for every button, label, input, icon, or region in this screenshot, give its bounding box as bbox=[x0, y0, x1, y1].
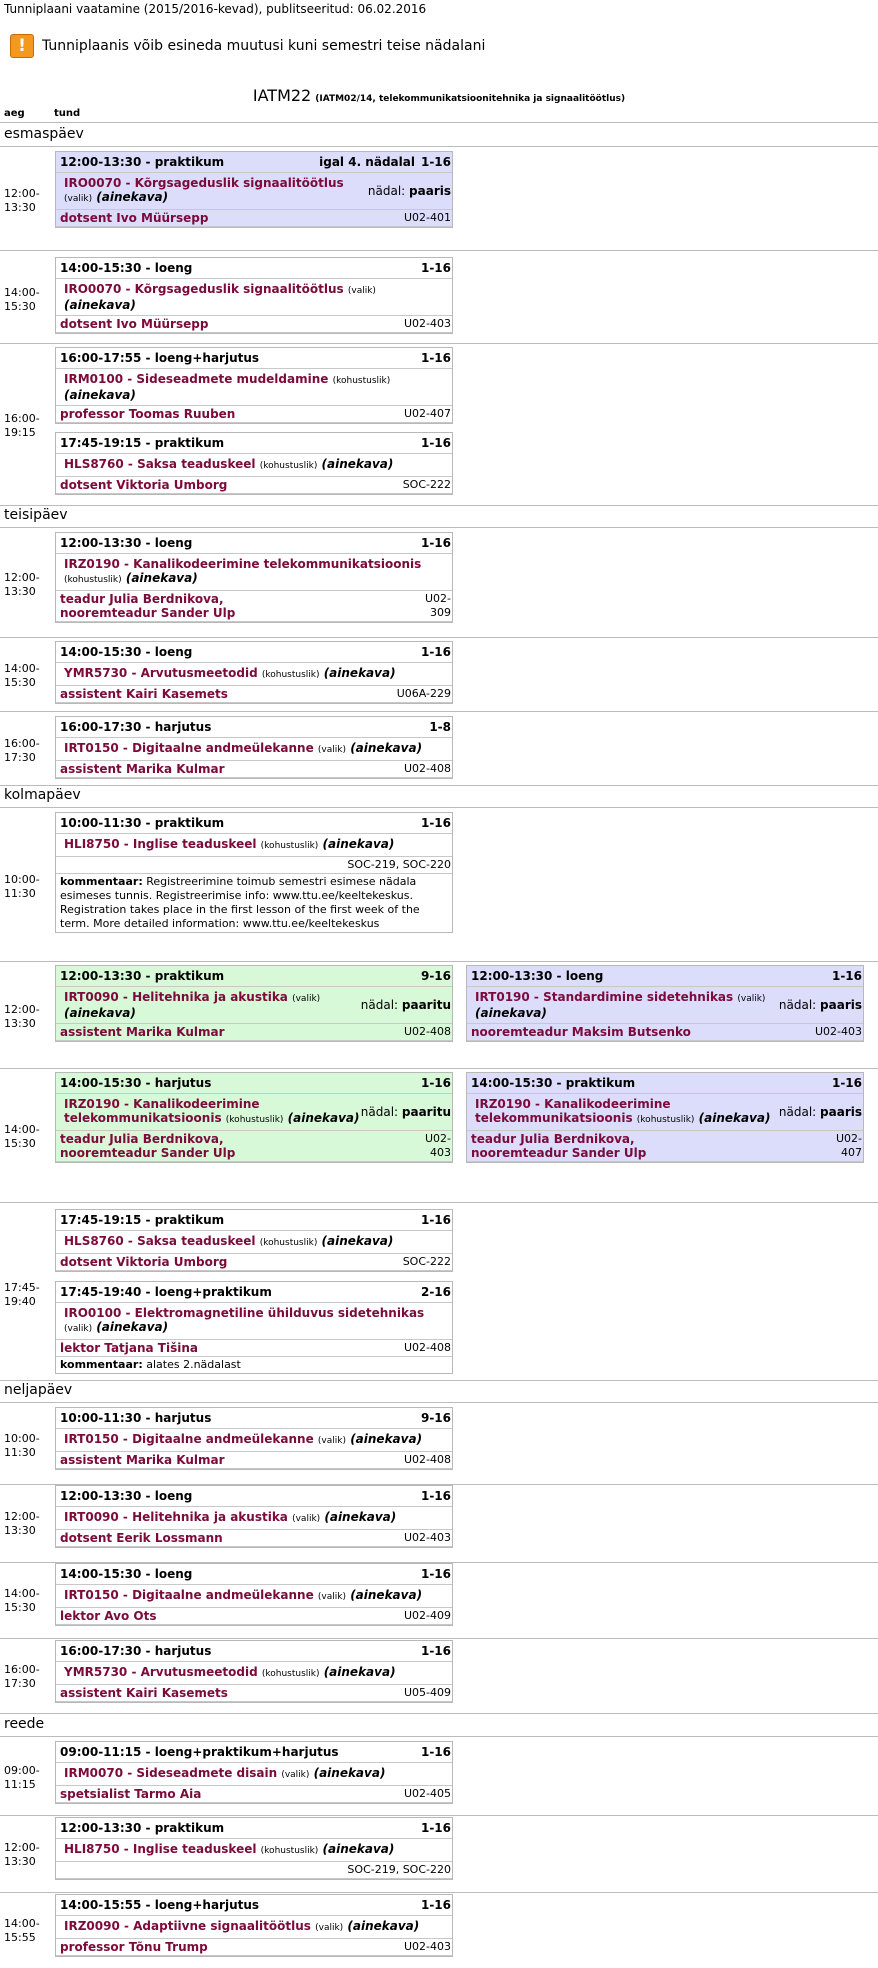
card-header bbox=[56, 533, 452, 554]
teacher-room-row bbox=[467, 1131, 863, 1162]
weeks: 1-16 bbox=[831, 1076, 862, 1090]
class-time-type: 16:00-17:30 - harjutus bbox=[60, 1644, 212, 1658]
weeks: 1-16 bbox=[420, 351, 451, 365]
class-time-type: 12:00-13:30 - loeng bbox=[471, 969, 604, 983]
subject-row bbox=[467, 987, 863, 1024]
class-time-type: 14:00-15:30 - loeng bbox=[60, 261, 193, 275]
divider bbox=[0, 807, 878, 808]
divider bbox=[0, 1892, 878, 1893]
weeks: 1-16 bbox=[420, 1213, 451, 1227]
divider bbox=[0, 1380, 878, 1381]
class-time-type: 12:00-13:30 - loeng bbox=[60, 1489, 193, 1503]
comment-label: kommentaar: bbox=[60, 875, 143, 888]
syllabus-link[interactable]: (ainekava) bbox=[322, 1842, 395, 1856]
subject-link[interactable]: HLS8760 - Saksa teaduskeel (kohustuslik) (ainekava) bbox=[64, 1234, 394, 1248]
parity-value: paaris bbox=[820, 1105, 862, 1119]
class-time-type: 09:00-11:15 - loeng+praktikum+harjutus bbox=[60, 1745, 339, 1759]
divider bbox=[0, 961, 878, 962]
weeks: 1-16 bbox=[420, 436, 451, 450]
teacher-link[interactable]: nooremteadur Maksim Butsenko bbox=[471, 1025, 691, 1039]
teacher-link[interactable]: lektor Avo Ots bbox=[60, 1609, 157, 1623]
subject-kind: (valik) bbox=[315, 1923, 344, 1933]
teacher-link[interactable]: dotsent Viktoria Umborg bbox=[60, 1255, 228, 1269]
class-card[interactable] bbox=[55, 716, 453, 779]
weeks: 1-16 bbox=[420, 1898, 451, 1912]
class-time-type: 17:45-19:15 - praktikum bbox=[60, 436, 225, 450]
room: U02-401 bbox=[403, 211, 451, 224]
teacher-link[interactable]: teadur Julia Berdnikova, nooremteadur Sander Ulp bbox=[60, 592, 236, 620]
divider bbox=[0, 1638, 878, 1639]
room: SOC-219, SOC-220 bbox=[347, 858, 451, 871]
syllabus-link[interactable]: (ainekava) bbox=[324, 1510, 397, 1524]
subject-row bbox=[56, 1662, 452, 1685]
card-header bbox=[56, 966, 452, 987]
room: U02- 403 bbox=[424, 1132, 451, 1159]
card-header bbox=[56, 1742, 452, 1763]
room: SOC-222 bbox=[402, 1255, 451, 1268]
teacher-link[interactable]: dotsent Eerik Lossmann bbox=[60, 1531, 223, 1545]
card-header bbox=[467, 1073, 863, 1094]
class-time-type: 14:00-15:30 - loeng bbox=[60, 1567, 193, 1581]
subject-link[interactable]: YMR5730 - Arvutusmeetodid (kohustuslik) (ainekava) bbox=[64, 1665, 396, 1679]
subject-link[interactable]: HLI8750 - Inglise teaduskeel (kohustuslik) (ainekava) bbox=[64, 1842, 395, 1856]
slot-time: 09:00- 11:15 bbox=[4, 1764, 40, 1791]
class-card[interactable] bbox=[55, 151, 453, 228]
weeks: 9-16 bbox=[420, 1411, 451, 1425]
slot-time: 14:00- 15:30 bbox=[4, 1586, 40, 1614]
teacher-link[interactable]: assistent Marika Kulmar bbox=[60, 1025, 225, 1039]
weeks: 2-16 bbox=[420, 1285, 451, 1299]
syllabus-link[interactable]: (ainekava) bbox=[96, 1320, 169, 1334]
subject-kind: (valik) bbox=[64, 1324, 93, 1334]
class-time-type: 17:45-19:15 - praktikum bbox=[60, 1213, 225, 1227]
teacher-link[interactable]: teadur Julia Berdnikova, nooremteadur Sander Ulp bbox=[471, 1132, 647, 1160]
divider bbox=[0, 505, 878, 506]
teacher-link[interactable]: spetsialist Tarmo Aia bbox=[60, 1787, 202, 1801]
syllabus-link[interactable]: (ainekava) bbox=[698, 1111, 771, 1125]
class-time-type: 12:00-13:30 - praktikum bbox=[60, 1821, 225, 1835]
class-time-type: 10:00-11:30 - praktikum bbox=[60, 816, 225, 830]
subject-row bbox=[56, 1585, 452, 1608]
card-header bbox=[56, 642, 452, 663]
syllabus-link[interactable]: (ainekava) bbox=[313, 1766, 386, 1780]
class-card[interactable] bbox=[55, 812, 453, 933]
syllabus-link[interactable]: (ainekava) bbox=[287, 1111, 360, 1125]
notice bbox=[10, 34, 485, 58]
teacher-room-row bbox=[56, 477, 452, 494]
weeks: 1-16 bbox=[420, 1821, 451, 1835]
syllabus-link[interactable]: (ainekava) bbox=[321, 457, 394, 471]
subject-kind: (valik) bbox=[281, 1770, 310, 1780]
syllabus-link[interactable]: (ainekava) bbox=[323, 666, 396, 680]
subject-kind: (kohustuslik) bbox=[64, 575, 122, 585]
class-card[interactable] bbox=[55, 347, 453, 424]
class-card[interactable] bbox=[55, 257, 453, 334]
syllabus-link[interactable]: (ainekava) bbox=[96, 190, 169, 204]
divider bbox=[0, 250, 878, 251]
class-card[interactable] bbox=[55, 1563, 453, 1626]
subject-link[interactable]: IRT0150 - Digitaalne andmeülekanne (valik) (ainekava) bbox=[64, 1588, 423, 1602]
subject-row bbox=[56, 738, 452, 761]
subject-kind: (valik) bbox=[292, 1514, 321, 1524]
teacher-room-row bbox=[56, 1131, 452, 1162]
weeks: 1-16 bbox=[420, 1489, 451, 1503]
card-header bbox=[56, 1073, 452, 1094]
teacher-room-row bbox=[467, 1024, 863, 1041]
subject-kind: (kohustuslik) bbox=[332, 376, 391, 386]
divider bbox=[0, 1402, 878, 1403]
subject-row bbox=[56, 1231, 452, 1254]
class-time-type: 14:00-15:30 - praktikum bbox=[471, 1076, 636, 1090]
weeks: 9-16 bbox=[420, 969, 451, 983]
card-header bbox=[56, 717, 452, 738]
card-header bbox=[56, 433, 452, 454]
room: SOC-222 bbox=[402, 478, 451, 491]
slot-time: 16:00- 17:30 bbox=[4, 1662, 40, 1690]
weeks: 1-16 bbox=[420, 1644, 451, 1658]
subject-row bbox=[56, 454, 452, 477]
slot-time: 10:00- 11:30 bbox=[4, 1431, 40, 1459]
subject-kind: (valik) bbox=[347, 286, 376, 296]
subject-kind: (valik) bbox=[317, 1592, 346, 1602]
subject-kind: (kohustuslik) bbox=[259, 1238, 318, 1248]
slot-time: 12:00- 13:30 bbox=[4, 1509, 40, 1537]
subject-link[interactable]: YMR5730 - Arvutusmeetodid (kohustuslik) (ainekava) bbox=[64, 666, 396, 680]
subject-link[interactable]: IRO0100 - Elektromagnetiline ühilduvus sidetehnikas (valik) (ainekava) bbox=[64, 1306, 425, 1334]
teacher-room-row bbox=[56, 1340, 452, 1357]
subject-link[interactable]: IRT0150 - Digitaalne andmeülekanne (valik) (ainekava) bbox=[64, 1432, 423, 1446]
card-header bbox=[56, 1641, 452, 1662]
room: U02- 309 bbox=[424, 592, 451, 619]
syllabus-link[interactable]: (ainekava) bbox=[64, 298, 136, 312]
card-header bbox=[56, 1818, 452, 1839]
class-card[interactable] bbox=[55, 1407, 453, 1470]
room: U02-408 bbox=[403, 1025, 451, 1038]
syllabus-link[interactable]: (ainekava) bbox=[125, 571, 198, 585]
week-parity: nädal: paaris bbox=[367, 184, 451, 198]
subject-link[interactable]: HLS8760 - Saksa teaduskeel (kohustuslik) (ainekava) bbox=[64, 457, 394, 471]
syllabus-link[interactable]: (ainekava) bbox=[350, 1588, 423, 1602]
syllabus-link[interactable]: (ainekava) bbox=[321, 1234, 394, 1248]
parity-value: paaritu bbox=[401, 998, 451, 1012]
subject-kind: (kohustuslik) bbox=[261, 670, 320, 680]
subject-link[interactable]: IRO0070 - Kõrgsageduslik signaalitöötlus (valik) (ainekava) bbox=[64, 282, 376, 312]
class-time-type: 16:00-17:30 - harjutus bbox=[60, 720, 212, 734]
weeks: 1-16 bbox=[420, 1567, 451, 1581]
subject-row bbox=[467, 1094, 863, 1131]
class-card[interactable] bbox=[55, 1485, 453, 1548]
room: U02-407 bbox=[403, 407, 451, 420]
teacher-room-row bbox=[56, 1685, 452, 1702]
slot-time: 16:00- 17:30 bbox=[4, 736, 40, 764]
weeks: 1-16 bbox=[420, 1745, 451, 1759]
syllabus-link[interactable]: (ainekava) bbox=[323, 1665, 396, 1679]
teacher-room-row bbox=[56, 1530, 452, 1547]
class-card[interactable] bbox=[55, 1281, 453, 1374]
room: SOC-219, SOC-220 bbox=[347, 1863, 451, 1876]
weeks: 1-16 bbox=[831, 969, 862, 983]
notice-text: Tunniplaanis võib esineda muutusi kuni semestri teise nädalani bbox=[42, 38, 486, 54]
teacher-link[interactable]: teadur Julia Berdnikova, nooremteadur Sander Ulp bbox=[60, 1132, 236, 1160]
card-header bbox=[56, 1210, 452, 1231]
room: U02-408 bbox=[403, 762, 451, 775]
teacher-link[interactable]: dotsent Viktoria Umborg bbox=[60, 478, 228, 492]
card-header bbox=[56, 1408, 452, 1429]
weeks: 1-16 bbox=[420, 816, 451, 830]
class-time-type: 14:00-15:30 - harjutus bbox=[60, 1076, 212, 1090]
divider bbox=[0, 1736, 878, 1737]
subject-row bbox=[56, 1429, 452, 1452]
subject-row bbox=[56, 1763, 452, 1786]
group-description: (IATM02/14, telekommunikatsioonitehnika ja signaalitöötlus) bbox=[315, 94, 626, 104]
subject-row bbox=[56, 369, 452, 406]
divider bbox=[0, 1068, 878, 1069]
card-header bbox=[56, 1486, 452, 1507]
subject-link[interactable]: IRZ0090 - Adaptiivne signaalitöötlus (valik) (ainekava) bbox=[64, 1919, 420, 1933]
class-time-type: 14:00-15:30 - loeng bbox=[60, 645, 193, 659]
subject-row bbox=[56, 987, 452, 1024]
parity-value: paaris bbox=[409, 184, 451, 198]
card-header bbox=[467, 966, 863, 987]
divider bbox=[0, 527, 878, 528]
teacher-link[interactable]: professor Toomas Ruuben bbox=[60, 407, 236, 421]
comment: kommentaar: alates 2.nädalast bbox=[60, 1358, 241, 1371]
subject-row bbox=[56, 173, 452, 210]
subject-link[interactable]: IRT0090 - Helitehnika ja akustika (valik) (ainekava) bbox=[64, 990, 321, 1020]
subject-link[interactable]: IRZ0190 - Kanalikodeerimine telekommunikatsioonis (kohustuslik) (ainekava) bbox=[64, 1097, 360, 1125]
divider bbox=[0, 785, 878, 786]
class-card[interactable] bbox=[55, 1072, 453, 1163]
slot-time: 10:00- 11:30 bbox=[4, 872, 40, 900]
comment: kommentaar: Registreerimine toimub semestri esimese nädala esimeses tunnis. Registreerimise info: www.ttu.ee/keeltekeskus. Registration takes place in the first lesson of the first week of the term. More detailed information: www.ttu.ee/keeltekeskus bbox=[60, 875, 420, 930]
card-header bbox=[56, 1282, 452, 1303]
slot-time: 12:00- 13:30 bbox=[4, 570, 40, 598]
teacher-link[interactable]: dotsent Ivo Müürsepp bbox=[60, 211, 209, 225]
subject-row bbox=[56, 279, 452, 316]
divider bbox=[0, 1202, 878, 1203]
card-header bbox=[56, 258, 452, 279]
room: U06A-229 bbox=[396, 687, 451, 700]
week-parity: nädal: paaritu bbox=[360, 998, 451, 1012]
teacher-room-row bbox=[56, 1608, 452, 1625]
column-header-class: tund bbox=[54, 108, 81, 119]
parity-value: paaris bbox=[820, 998, 862, 1012]
class-time-type: 14:00-15:55 - loeng+harjutus bbox=[60, 1898, 260, 1912]
card-header bbox=[56, 1564, 452, 1585]
subject-row bbox=[56, 1507, 452, 1530]
subject-kind: (valik) bbox=[292, 994, 321, 1004]
teacher-link[interactable]: professor Tõnu Trump bbox=[60, 1940, 208, 1954]
subject-kind: (kohustuslik) bbox=[261, 1669, 320, 1679]
class-card[interactable] bbox=[55, 1741, 453, 1804]
teacher-room-row bbox=[56, 406, 452, 423]
subject-kind: (valik) bbox=[317, 1436, 346, 1446]
room: U02-405 bbox=[403, 1787, 451, 1800]
subject-link[interactable]: IRZ0190 - Kanalikodeerimine telekommunikatsioonis (kohustuslik) (ainekava) bbox=[64, 557, 422, 585]
class-card[interactable] bbox=[55, 1640, 453, 1703]
teacher-room-row bbox=[56, 1452, 452, 1469]
syllabus-link[interactable]: (ainekava) bbox=[350, 741, 423, 755]
syllabus-link[interactable]: (ainekava) bbox=[64, 1006, 136, 1020]
slot-time: 17:45- 19:40 bbox=[4, 1280, 40, 1308]
teacher-room-row bbox=[56, 1254, 452, 1271]
teacher-room-row bbox=[56, 1862, 452, 1879]
room: U02-408 bbox=[403, 1341, 451, 1354]
class-time-type: 10:00-11:30 - harjutus bbox=[60, 1411, 212, 1425]
subject-link[interactable]: IRZ0190 - Kanalikodeerimine telekommunikatsioonis (kohustuslik) (ainekava) bbox=[475, 1097, 771, 1125]
class-card[interactable] bbox=[55, 1817, 453, 1880]
subject-kind: (kohustuslik) bbox=[259, 461, 318, 471]
room: U02-403 bbox=[814, 1025, 862, 1038]
class-card[interactable] bbox=[466, 1072, 864, 1163]
slot-time: 12:00- 13:30 bbox=[4, 1840, 40, 1868]
teacher-room-row bbox=[56, 1024, 452, 1041]
room: U02-409 bbox=[403, 1609, 451, 1622]
parity-value: paaritu bbox=[401, 1105, 451, 1119]
subject-row bbox=[56, 1916, 452, 1939]
divider bbox=[0, 122, 878, 123]
subject-row bbox=[56, 663, 452, 686]
teacher-room-row bbox=[56, 761, 452, 778]
day-heading: esmaspäev bbox=[4, 126, 84, 142]
subject-row bbox=[56, 554, 452, 591]
comment-label: kommentaar: bbox=[60, 1358, 143, 1371]
subject-kind: (kohustuslik) bbox=[225, 1115, 284, 1125]
class-time-type: 12:00-13:30 - praktikum bbox=[60, 969, 225, 983]
slot-time: 14:00- 15:30 bbox=[4, 286, 40, 313]
group-code: IATM22 bbox=[252, 86, 312, 105]
day-heading: teisipäev bbox=[4, 507, 68, 523]
teacher-room-row bbox=[56, 591, 452, 622]
page-title: Tunniplaani vaatamine (2015/2016-kevad), publitseeritud: 06.02.2016 bbox=[4, 2, 427, 16]
teacher-link[interactable]: assistent Kairi Kasemets bbox=[60, 687, 228, 701]
class-time-type: 12:00-13:30 - loeng bbox=[60, 536, 193, 550]
weeks: 1-16 bbox=[420, 1076, 451, 1090]
subject-row bbox=[56, 1839, 452, 1862]
room: U02- 407 bbox=[835, 1132, 862, 1159]
subject-link[interactable]: IRO0070 - Kõrgsageduslik signaalitöötlus (valik) (ainekava) bbox=[64, 176, 344, 204]
subject-link[interactable]: IRM0100 - Sideseadmete mudeldamine (kohustuslik) (ainekava) bbox=[64, 372, 391, 402]
slot-time: 14:00- 15:30 bbox=[4, 1123, 40, 1150]
weeks: 1-16 bbox=[420, 155, 451, 169]
room: U02-408 bbox=[403, 1453, 451, 1466]
week-parity: nädal: paaris bbox=[778, 1105, 862, 1119]
card-header bbox=[56, 813, 452, 834]
subject-link[interactable]: IRM0070 - Sideseadmete disain (valik) (ainekava) bbox=[64, 1766, 386, 1780]
weeks: 1-16 bbox=[420, 261, 451, 275]
card-header bbox=[56, 348, 452, 369]
slot-time: 12:00- 13:30 bbox=[4, 186, 40, 214]
class-card[interactable] bbox=[55, 1894, 453, 1957]
slot-time: 14:00- 15:30 bbox=[4, 662, 40, 689]
teacher-room-row bbox=[56, 316, 452, 333]
slot-time: 14:00- 15:55 bbox=[4, 1917, 40, 1944]
weeks: 1-16 bbox=[420, 536, 451, 550]
divider bbox=[0, 637, 878, 638]
subject-link[interactable]: IRT0150 - Digitaalne andmeülekanne (valik) (ainekava) bbox=[64, 741, 423, 755]
teacher-room-row bbox=[56, 210, 452, 227]
subject-row bbox=[56, 1094, 452, 1131]
syllabus-link[interactable]: (ainekava) bbox=[64, 388, 136, 402]
teacher-link[interactable]: assistent Marika Kulmar bbox=[60, 762, 225, 776]
class-card[interactable] bbox=[55, 641, 453, 704]
syllabus-link[interactable]: (ainekava) bbox=[475, 1006, 547, 1020]
class-card[interactable] bbox=[55, 965, 453, 1042]
card-header bbox=[56, 152, 452, 173]
teacher-link[interactable]: assistent Kairi Kasemets bbox=[60, 1686, 228, 1700]
week-parity: nädal: paaritu bbox=[360, 1105, 451, 1119]
divider bbox=[0, 1815, 878, 1816]
exclamation-icon: ! bbox=[10, 34, 34, 58]
subject-kind: (valik) bbox=[317, 745, 346, 755]
class-card[interactable] bbox=[55, 432, 453, 495]
class-card[interactable] bbox=[55, 1209, 453, 1272]
subject-link[interactable]: HLI8750 - Inglise teaduskeel (kohustuslik) (ainekava) bbox=[64, 837, 395, 851]
subject-row bbox=[56, 834, 452, 857]
slot-time: 16:00- 19:15 bbox=[4, 412, 40, 439]
syllabus-link[interactable]: (ainekava) bbox=[322, 837, 395, 851]
teacher-room-row bbox=[56, 1786, 452, 1803]
subject-kind: (kohustuslik) bbox=[260, 841, 319, 851]
divider bbox=[0, 711, 878, 712]
card-header bbox=[56, 1895, 452, 1916]
subject-kind: (kohustuslik) bbox=[260, 1846, 319, 1856]
room: U05-409 bbox=[403, 1686, 451, 1699]
week-rule: igal 4. nädalal bbox=[319, 155, 415, 169]
class-time-type: 12:00-13:30 - praktikum bbox=[60, 155, 225, 169]
class-card[interactable] bbox=[55, 532, 453, 623]
divider bbox=[0, 1713, 878, 1714]
syllabus-link[interactable]: (ainekava) bbox=[350, 1432, 423, 1446]
syllabus-link[interactable]: (ainekava) bbox=[347, 1919, 420, 1933]
column-header-time: aeg bbox=[4, 108, 25, 119]
teacher-link[interactable]: dotsent Ivo Müürsepp bbox=[60, 317, 209, 331]
room: U02-403 bbox=[403, 317, 451, 330]
subject-kind: (valik) bbox=[64, 194, 93, 204]
teacher-link[interactable]: assistent Marika Kulmar bbox=[60, 1453, 225, 1467]
subject-link[interactable]: IRT0190 - Standardimine sidetehnikas (valik) (ainekava) bbox=[475, 990, 766, 1020]
week-parity: nädal: paaris bbox=[778, 998, 862, 1012]
day-heading: kolmapäev bbox=[4, 787, 81, 803]
class-time-type: 17:45-19:40 - loeng+praktikum bbox=[60, 1285, 272, 1299]
teacher-room-row bbox=[56, 1939, 452, 1956]
subject-kind: (kohustuslik) bbox=[636, 1115, 695, 1125]
class-time-type: 16:00-17:55 - loeng+harjutus bbox=[60, 351, 260, 365]
weeks: 1-8 bbox=[429, 720, 451, 734]
subject-kind: (valik) bbox=[737, 994, 766, 1004]
weeks: 1-16 bbox=[420, 645, 451, 659]
day-heading: neljapäev bbox=[4, 1382, 73, 1398]
slot-time: 12:00- 13:30 bbox=[4, 1002, 40, 1030]
divider bbox=[0, 146, 878, 147]
class-card[interactable] bbox=[466, 965, 864, 1042]
teacher-link[interactable]: lektor Tatjana Tišina bbox=[60, 1341, 199, 1355]
day-heading: reede bbox=[4, 1716, 45, 1732]
divider bbox=[0, 343, 878, 344]
subject-link[interactable]: IRT0090 - Helitehnika ja akustika (valik) (ainekava) bbox=[64, 1510, 397, 1524]
subject-row bbox=[56, 1303, 452, 1340]
room: U02-403 bbox=[403, 1531, 451, 1544]
group-heading bbox=[0, 86, 878, 105]
room: U02-403 bbox=[403, 1940, 451, 1953]
teacher-room-row bbox=[56, 686, 452, 703]
teacher-room-row bbox=[56, 857, 452, 874]
